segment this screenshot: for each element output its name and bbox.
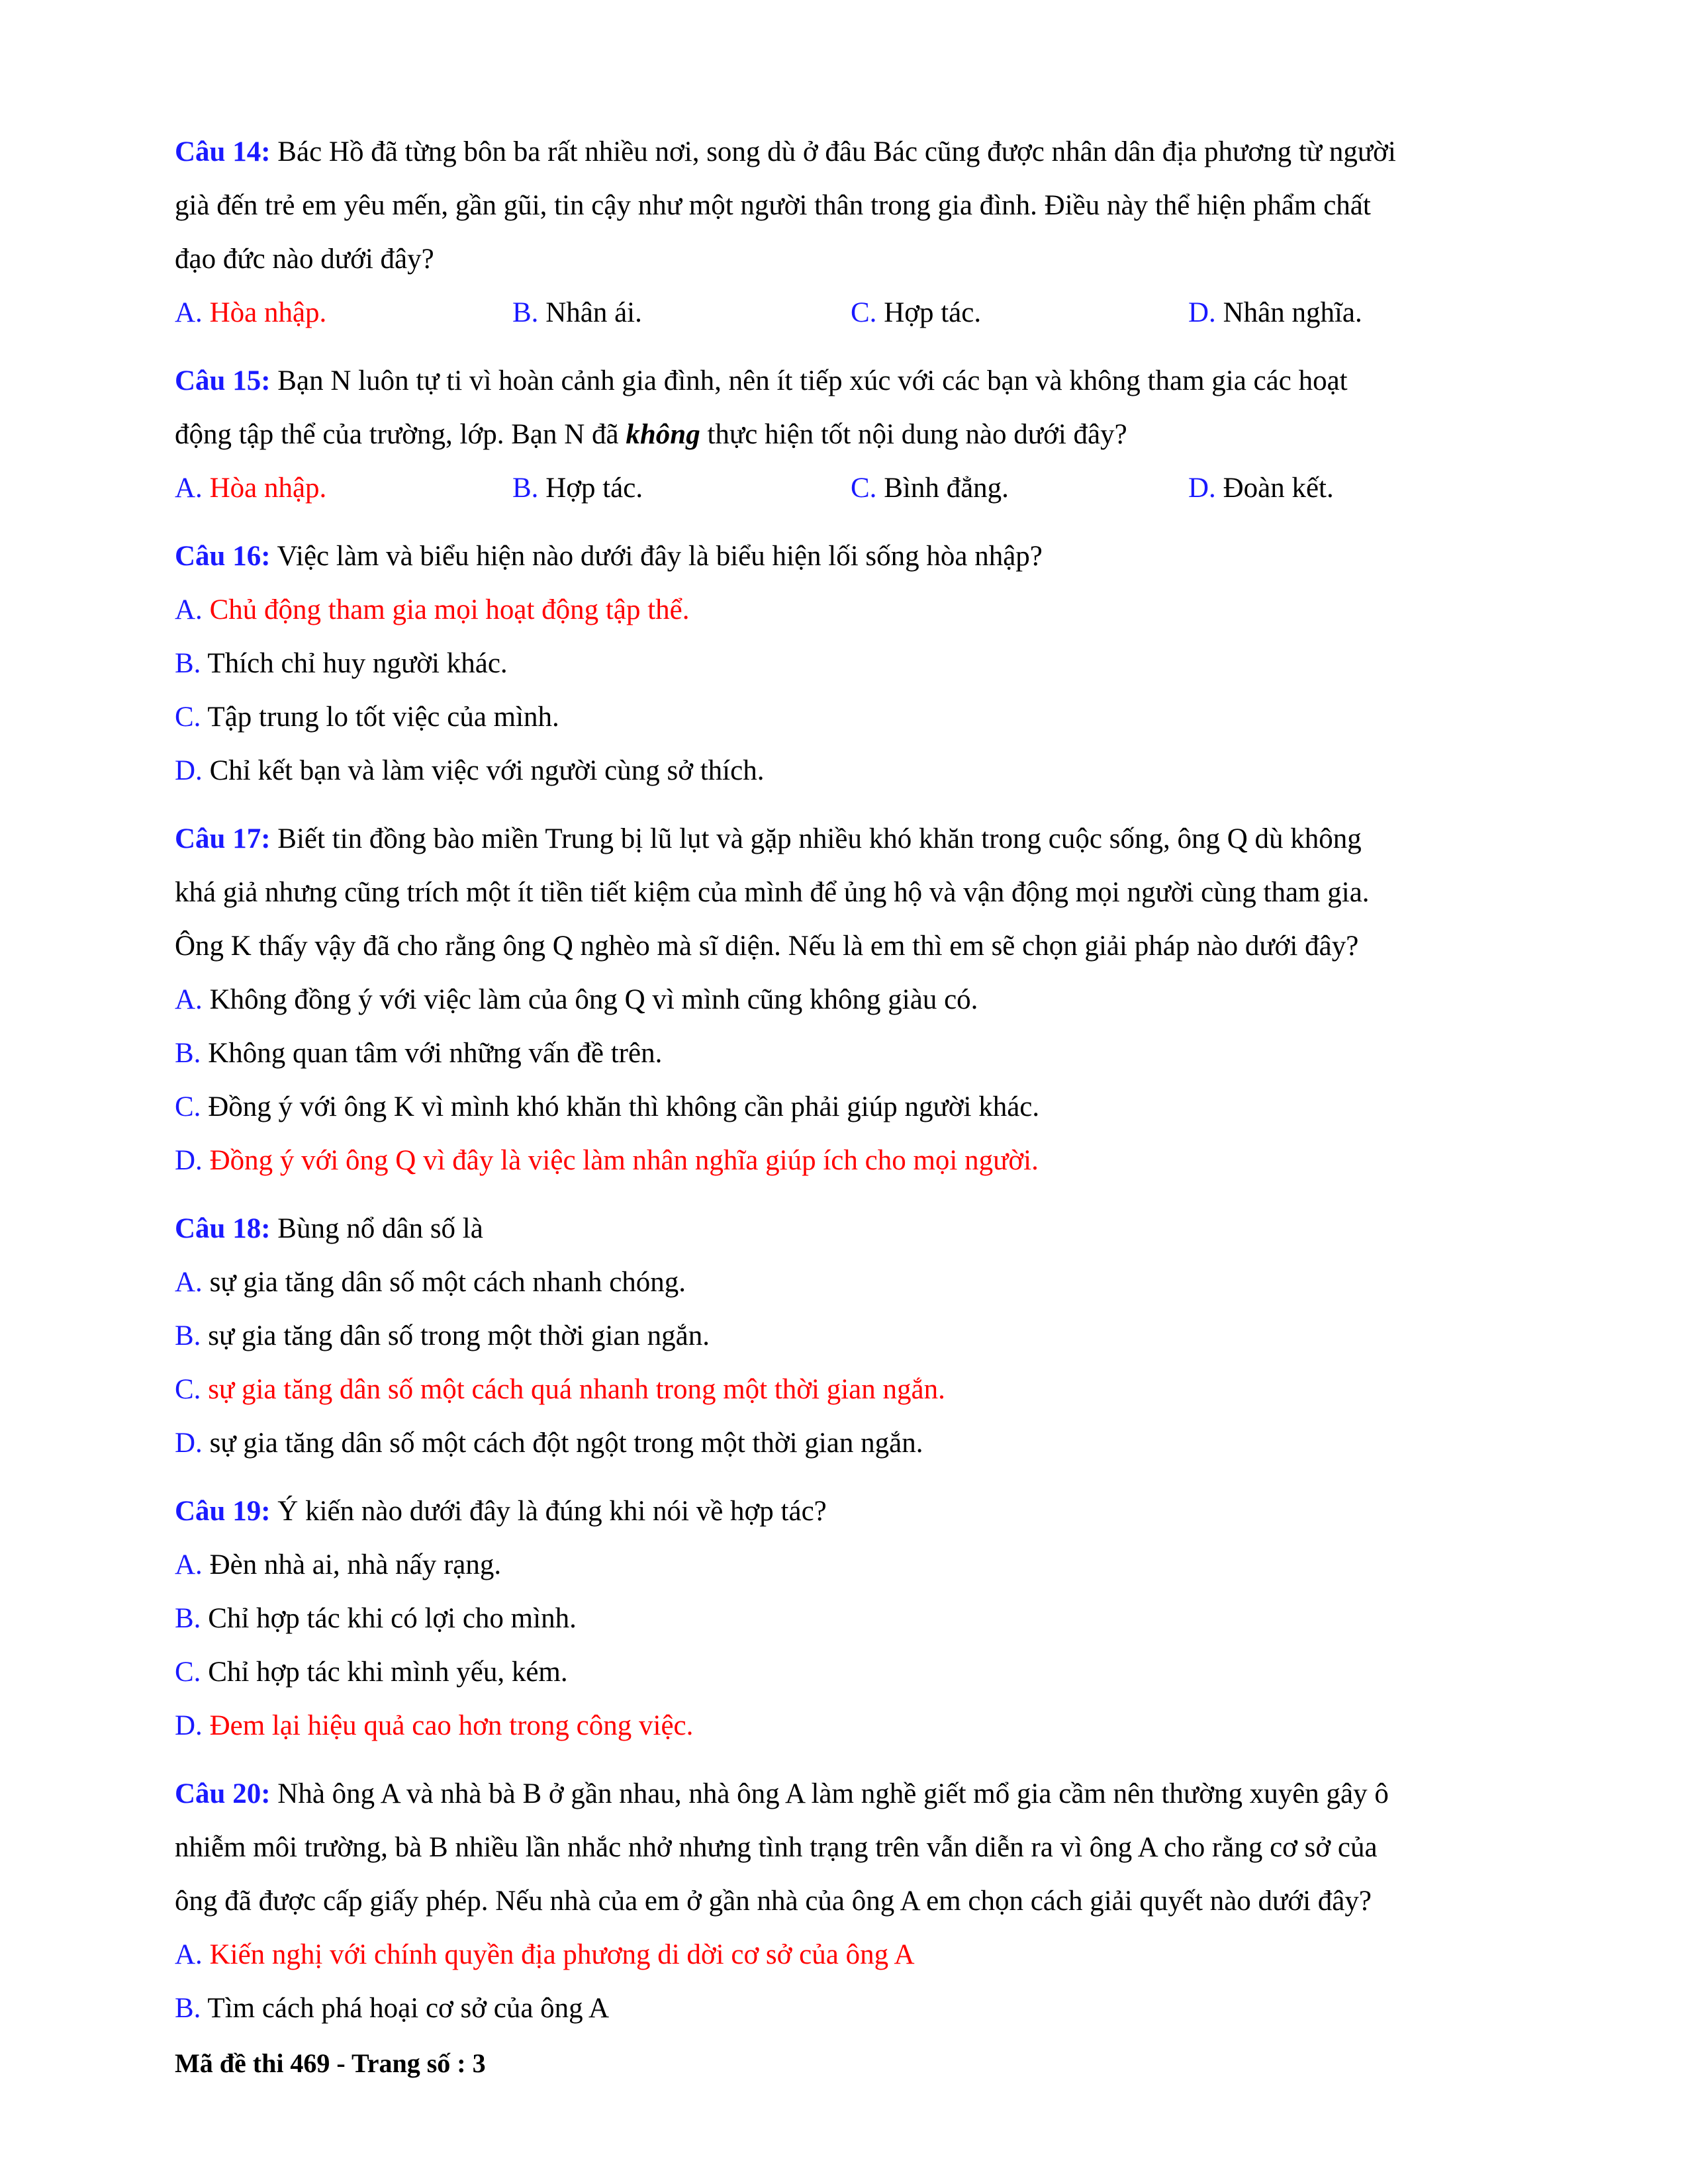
question-17-option-c: C. Đồng ý với ông K vì mình khó khăn thì không cần phải giúp người khác.	[175, 1091, 1040, 1122]
question-20-line-1: Câu 20: Nhà ông A và nhà bà B ở gần nhau, nhà ông A làm nghề giết mổ gia cầm nên thường xuyên gây ô	[175, 1778, 1389, 1809]
question-14-option-a: A. Hòa nhập.	[175, 297, 327, 328]
question-15-label: Câu 15:	[175, 365, 271, 396]
question-14-option-b: B. Nhân ái.	[512, 297, 642, 328]
question-17-label: Câu 17:	[175, 823, 271, 854]
question-14-label: Câu 14:	[175, 136, 271, 167]
question-18-option-d: D. sự gia tăng dân số một cách đột ngột trong một thời gian ngắn.	[175, 1428, 923, 1459]
question-15-option-c: C. Bình đẳng.	[851, 473, 1009, 504]
question-20-option-b: B. Tìm cách phá hoại cơ sở của ông A	[175, 1993, 610, 2024]
question-15-option-a: A. Hòa nhập.	[175, 473, 327, 504]
question-19-option-c: C. Chỉ hợp tác khi mình yếu, kém.	[175, 1657, 568, 1688]
question-17-option-b: B. Không quan tâm với những vấn đề trên.	[175, 1038, 663, 1069]
question-17-option-d: D. Đồng ý với ông Q vì đây là việc làm nhân nghĩa giúp ích cho mọi người.	[175, 1145, 1039, 1176]
question-20-line-2: nhiễm môi trường, bà B nhiều lần nhắc nhở nhưng tình trạng trên vẫn diễn ra vì ông A cho rằng cơ sở của	[175, 1832, 1378, 1863]
question-18-option-b: B. sự gia tăng dân số trong một thời gian ngắn.	[175, 1320, 710, 1351]
question-20-label: Câu 20:	[175, 1778, 271, 1809]
question-15-line-1: Câu 15: Bạn N luôn tự ti vì hoàn cảnh gia đình, nên ít tiếp xúc với các bạn và không tham gia các hoạt	[175, 365, 1348, 396]
question-18-label: Câu 18:	[175, 1213, 271, 1244]
question-20-line-3: ông đã được cấp giấy phép. Nếu nhà của em ở gần nhà của ông A em chọn cách giải quyết nào dưới đây?	[175, 1886, 1372, 1917]
question-20-option-a: A. Kiến nghị với chính quyền địa phương di dời cơ sở của ông A	[175, 1939, 915, 1970]
question-15-line-2: động tập thể của trường, lớp. Bạn N đã không thực hiện tốt nội dung nào dưới đây?	[175, 419, 1127, 450]
question-16-option-c: C. Tập trung lo tốt việc của mình.	[175, 702, 559, 733]
question-18-line-1: Câu 18: Bùng nổ dân số là	[175, 1213, 483, 1244]
question-19-option-a: A. Đèn nhà ai, nhà nấy rạng.	[175, 1549, 502, 1580]
question-14-text-1: Bác Hồ đã từng bôn ba rất nhiều nơi, song dù ở đâu Bác cũng được nhân dân địa phương từ người	[277, 136, 1396, 167]
question-14-option-d: D. Nhân nghĩa.	[1188, 297, 1362, 328]
question-17-line-1: Câu 17: Biết tin đồng bào miền Trung bị lũ lụt và gặp nhiều khó khăn trong cuộc sống, ông Q dù không	[175, 823, 1362, 854]
question-17-option-a: A. Không đồng ý với việc làm của ông Q vì mình cũng không giàu có.	[175, 984, 978, 1015]
question-19-line-1: Câu 19: Ý kiến nào dưới đây là đúng khi nói về hợp tác?	[175, 1496, 827, 1527]
question-14-line-2: già đến trẻ em yêu mến, gần gũi, tin cậy như một người thân trong gia đình. Điều này thể hiện phẩm chất	[175, 190, 1371, 221]
question-14-line-1	[175, 132, 1516, 172]
question-14-line-3: đạo đức nào dưới đây?	[175, 244, 434, 275]
question-14-option-c: C. Hợp tác.	[851, 297, 982, 328]
question-16-option-b: B. Thích chỉ huy người khác.	[175, 648, 508, 679]
question-16-option-a: A. Chủ động tham gia mọi hoạt động tập thể.	[175, 594, 690, 625]
question-19-label: Câu 19:	[175, 1496, 271, 1527]
question-17-line-3: Ông K thấy vậy đã cho rằng ông Q nghèo mà sĩ diện. Nếu là em thì em sẽ chọn giải pháp nào dưới đây?	[175, 931, 1359, 962]
question-18-option-a: A. sự gia tăng dân số một cách nhanh chóng.	[175, 1267, 686, 1298]
question-16-line-1: Câu 16: Việc làm và biểu hiện nào dưới đây là biểu hiện lối sống hòa nhập?	[175, 541, 1043, 572]
question-16-label: Câu 16:	[175, 541, 271, 572]
emphasis-khong: không	[626, 419, 700, 450]
question-16-option-d: D. Chỉ kết bạn và làm việc với người cùng sở thích.	[175, 755, 765, 786]
question-15-option-b: B. Hợp tác.	[512, 473, 643, 504]
question-19-option-d: D. Đem lại hiệu quả cao hơn trong công việc.	[175, 1710, 694, 1741]
page-footer: Mã đề thi 469 - Trang số : 3	[175, 2048, 486, 2078]
question-18-option-c: C. sự gia tăng dân số một cách quá nhanh trong một thời gian ngắn.	[175, 1374, 945, 1405]
question-15-option-d: D. Đoàn kết.	[1188, 473, 1334, 504]
question-19-option-b: B. Chỉ hợp tác khi có lợi cho mình.	[175, 1603, 577, 1634]
question-17-line-2: khá giả nhưng cũng trích một ít tiền tiết kiệm của mình để ủng hộ và vận động mọi người cùng tham gia.	[175, 877, 1370, 908]
